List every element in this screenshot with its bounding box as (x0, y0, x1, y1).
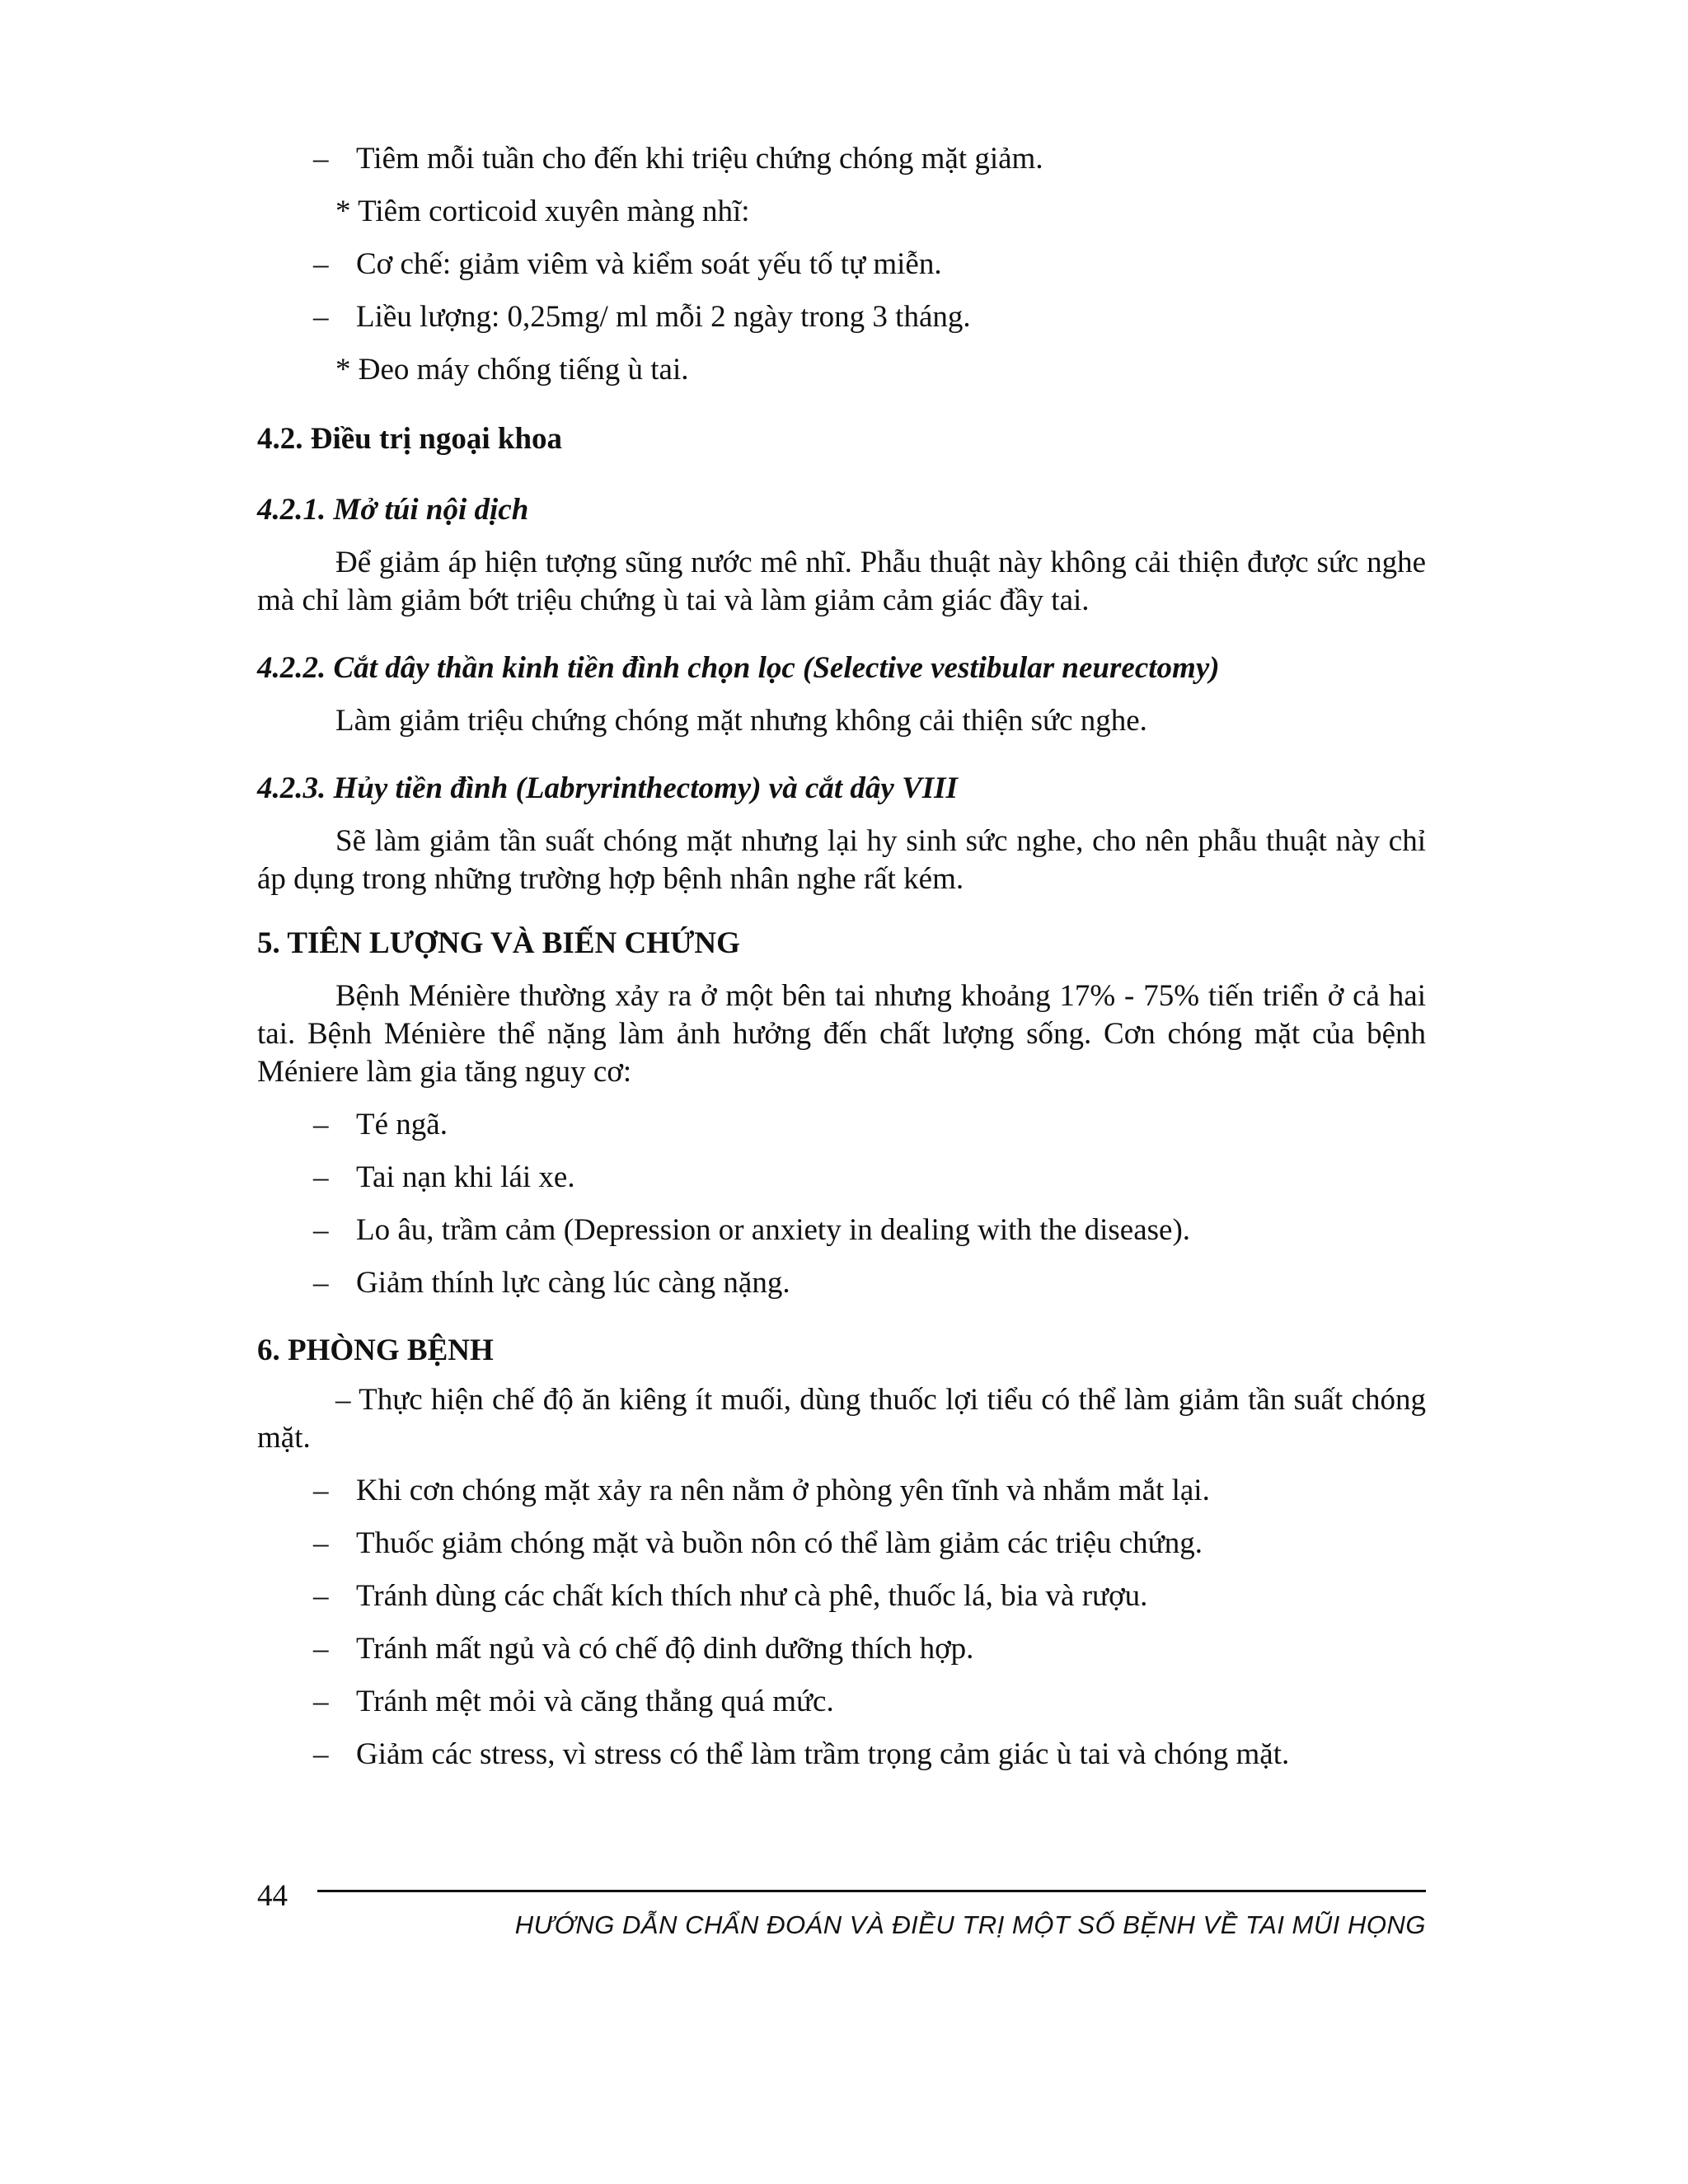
paragraph-4-2-1: Để giảm áp hiện tượng sũng nước mê nhĩ. Phẫu thuật này không cải thiện được sức nghe mà chỉ làm giảm bớt triệu chứng ù tai và làm giảm cảm giác đầy tai. (257, 546, 1426, 617)
list-item-text: Cơ chế: giảm viêm và kiểm soát yếu tố tự miễn. (356, 247, 942, 281)
list-item (257, 298, 1426, 336)
list-item (257, 1159, 1426, 1197)
dash-bullet: – (313, 247, 329, 281)
dash-bullet: – (313, 142, 329, 176)
dash-bullet: – (313, 1266, 329, 1300)
list-item (257, 1577, 1426, 1615)
paragraph-4-2-3: Sẽ làm giảm tần suất chóng mặt nhưng lại hy sinh sức nghe, cho nên phẫu thuật này chỉ áp dụng trong những trường hợp bệnh nhân nghe rất kém. (257, 824, 1426, 896)
list-item-text: Tiêm mỗi tuần cho đến khi triệu chứng chóng mặt giảm. (356, 142, 1043, 176)
list-item (257, 1630, 1426, 1668)
dash-bullet: – (313, 1632, 329, 1666)
footer-divider (317, 1890, 1426, 1892)
list-item (257, 1212, 1426, 1249)
dash-bullet: – (313, 1685, 329, 1718)
list-item-text: Té ngã. (356, 1108, 448, 1141)
heading-4-2-1: 4.2.1. Mở túi nội dịch (257, 493, 529, 527)
list-item-text: Khi cơn chóng mặt xảy ra nên nằm ở phòng yên tĩnh và nhắm mắt lại. (356, 1474, 1210, 1507)
list-item (257, 1683, 1426, 1721)
list-item (257, 1525, 1426, 1563)
list-item (257, 1736, 1426, 1774)
list-item (257, 1264, 1426, 1302)
list-item (257, 1472, 1426, 1510)
star-item: * Tiêm corticoid xuyên màng nhĩ: (335, 194, 750, 228)
dash-bullet: – (313, 1160, 329, 1194)
paragraph-section-6-first: – Thực hiện chế độ ăn kiêng ít muối, dùng thuốc lợi tiểu có thể làm giảm tần suất chóng mặt. (257, 1383, 1426, 1455)
dash-bullet: – (313, 1526, 329, 1560)
list-item-text: Tránh mệt mỏi và căng thẳng quá mức. (356, 1685, 834, 1718)
dash-bullet: – (313, 300, 329, 334)
list-item-text: Thuốc giảm chóng mặt và buồn nôn có thể làm giảm các triệu chứng. (356, 1526, 1203, 1560)
list-item (257, 140, 1426, 178)
heading-4-2-3: 4.2.3. Hủy tiền đình (Labryrinthectomy) và cắt dây VIII (257, 771, 958, 805)
list-item-text: Giảm thính lực càng lúc càng nặng. (356, 1266, 790, 1300)
running-footer-title: HƯỚNG DẪN CHẨN ĐOÁN VÀ ĐIỀU TRỊ MỘT SỐ BỆNH VỀ TAI MŨI HỌNG (514, 1910, 1426, 1939)
heading-4-2: 4.2. Điều trị ngoại khoa (257, 422, 563, 456)
paragraph-4-2-2: Làm giảm triệu chứng chóng mặt nhưng không cải thiện sức nghe. (335, 704, 1147, 738)
heading-section-6: 6. PHÒNG BỆNH (257, 1333, 494, 1367)
list-item-text: Tránh mất ngủ và có chế độ dinh dưỡng thích hợp. (356, 1632, 974, 1666)
dash-bullet: – (313, 1108, 329, 1141)
list-item-text: Liều lượng: 0,25mg/ ml mỗi 2 ngày trong 3 tháng. (356, 300, 971, 334)
heading-4-2-2: 4.2.2. Cắt dây thần kinh tiền đình chọn lọc (Selective vestibular neurectomy) (257, 651, 1220, 685)
list-item (257, 1106, 1426, 1144)
page-body (257, 140, 1426, 1788)
dash-bullet: – (313, 1737, 329, 1771)
list-item-text: Lo âu, trầm cảm (Depression or anxiety in dealing with the disease). (356, 1213, 1191, 1247)
star-item: * Đeo máy chống tiếng ù tai. (335, 353, 689, 387)
list-item-text: Giảm các stress, vì stress có thể làm trầm trọng cảm giác ù tai và chóng mặt. (356, 1737, 1290, 1771)
list-item-text: Tai nạn khi lái xe. (356, 1160, 575, 1194)
list-item (257, 246, 1426, 284)
list-item-text: Tránh dùng các chất kích thích như cà phê, thuốc lá, bia và rượu. (356, 1579, 1148, 1613)
dash-bullet: – (313, 1213, 329, 1247)
dash-bullet: – (313, 1579, 329, 1613)
page-number: 44 (257, 1879, 288, 1913)
paragraph-section-5: Bệnh Ménière thường xảy ra ở một bên tai nhưng khoảng 17% - 75% tiến triển ở cả hai tai. Bệnh Ménière thể nặng làm ảnh hưởng đến chất lượng sống. Cơn chóng mặt của bệnh Méniere làm gia tăng nguy cơ: (257, 979, 1426, 1089)
dash-bullet: – (313, 1474, 329, 1507)
heading-section-5: 5. TIÊN LƯỢNG VÀ BIẾN CHỨNG (257, 926, 740, 960)
